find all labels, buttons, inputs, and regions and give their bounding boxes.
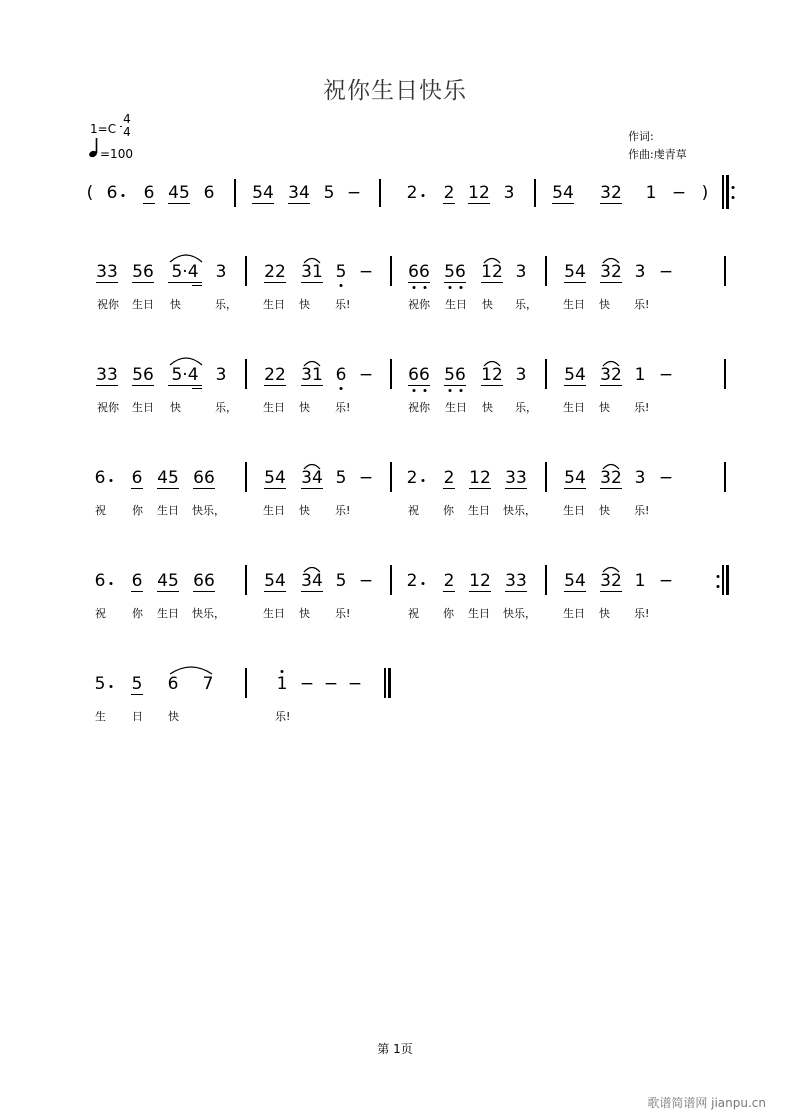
note: 2 [443, 468, 455, 488]
barline [724, 359, 726, 389]
octave-dot [449, 286, 452, 289]
octave-dot [424, 286, 427, 289]
lyric: 乐! [335, 298, 351, 311]
lyric: 生日 [563, 401, 585, 414]
note: 5 [131, 674, 143, 694]
note: 6 [167, 674, 179, 694]
barline [234, 179, 236, 207]
underline [143, 203, 155, 204]
note-group: 66 [408, 262, 430, 282]
lyric: 乐! [634, 401, 650, 414]
lyric: 快乐， [192, 504, 225, 517]
repeat-start-thin [722, 175, 724, 209]
note-group: 54 [564, 571, 586, 591]
barline [390, 462, 392, 492]
repeat-dot [717, 585, 720, 588]
final-bar-thick [388, 668, 391, 698]
composer-credit: 作曲:虔青草 [628, 148, 687, 161]
note-group: 34 [301, 571, 323, 591]
lyric: 乐， [215, 401, 237, 414]
lyric: 快乐， [192, 607, 225, 620]
note-group: 45 [157, 571, 179, 591]
lyric: 你 [443, 504, 454, 517]
octave-dot [340, 284, 343, 287]
page-title: 祝你生日快乐 [323, 78, 467, 104]
note-group: 12 [481, 262, 503, 282]
note: 1 [634, 365, 646, 385]
note: 6 [94, 468, 106, 488]
note-group: 66 [408, 365, 430, 385]
underline [600, 282, 622, 283]
lyric: 祝你 [408, 401, 430, 414]
note: 3 [515, 365, 527, 385]
note: 1 [276, 674, 288, 694]
lyric: 祝你 [97, 401, 119, 414]
final-bar-thin [384, 668, 386, 698]
underline [444, 385, 466, 386]
tempo-marking: =100 [100, 147, 133, 161]
lyric: 生日 [468, 504, 490, 517]
underline [600, 591, 622, 592]
underline [301, 385, 323, 386]
lyric: 快 [170, 401, 181, 414]
repeat-dot [732, 196, 735, 199]
note-group: 54 [564, 468, 586, 488]
augmentation-dot [110, 582, 113, 585]
underline [132, 282, 154, 283]
dash: − [299, 674, 315, 694]
barline [724, 462, 726, 492]
lyric: 快乐， [503, 607, 536, 620]
note-group: 12 [468, 183, 490, 203]
note-group: 22 [264, 262, 286, 282]
octave-dot-high [281, 670, 284, 673]
barline [545, 256, 547, 286]
note-group: 34 [301, 468, 323, 488]
lyric: 生日 [157, 607, 179, 620]
underline [96, 385, 118, 386]
lyric: 生日 [263, 607, 285, 620]
note: 5 [335, 468, 347, 488]
repeat-start-thick [726, 175, 729, 209]
underline [564, 488, 586, 489]
underline [131, 488, 143, 489]
lyric: 祝 [408, 607, 419, 620]
underline [157, 488, 179, 489]
note-group: 33 [505, 468, 527, 488]
underline [444, 282, 466, 283]
barline [545, 462, 547, 492]
underline [481, 385, 503, 386]
lyric: 快 [599, 298, 610, 311]
repeat-dot [732, 186, 735, 189]
barline [545, 359, 547, 389]
lyricist-credit: 作词: [628, 130, 654, 143]
barline [245, 256, 247, 286]
note-group: 32 [600, 571, 622, 591]
underline [552, 203, 574, 204]
augmentation-dot [110, 685, 113, 688]
underline [131, 694, 143, 695]
lyric: 乐! [634, 298, 650, 311]
note-group: 32 [600, 262, 622, 282]
underline [505, 591, 527, 592]
lyric: 快 [299, 504, 310, 517]
lyric: 快 [599, 504, 610, 517]
underline [564, 282, 586, 283]
underline [264, 591, 286, 592]
underline-double [192, 285, 202, 286]
page-number: 第 1页 [377, 1042, 413, 1056]
underline [564, 385, 586, 386]
watermark: 歌谱简谱网 jianpu.cn [647, 1096, 766, 1110]
barline [390, 565, 392, 595]
note-group: 45 [157, 468, 179, 488]
repeat-end-thin [722, 565, 724, 595]
lyric: 生日 [132, 401, 154, 414]
augmentation-dot [110, 479, 113, 482]
octave-dot [413, 286, 416, 289]
lyrics-line-4 [0, 607, 790, 623]
underline [264, 282, 286, 283]
lyric: 生日 [132, 298, 154, 311]
underline [469, 591, 491, 592]
note: 5 [335, 571, 347, 591]
key-signature: 1=C [90, 122, 117, 136]
underline [505, 488, 527, 489]
note-group: 22 [264, 365, 286, 385]
lyric: 你 [132, 504, 143, 517]
lyric: 快乐， [503, 504, 536, 517]
lyric: 快 [299, 298, 310, 311]
lyric: 生日 [563, 504, 585, 517]
barline [545, 565, 547, 595]
lyric: 快 [482, 298, 493, 311]
note-group: 5·4 [171, 365, 199, 385]
underline [408, 282, 430, 283]
note: 2 [443, 571, 455, 591]
note: 6 [203, 183, 215, 203]
lyric: 乐， [215, 298, 237, 311]
barline [534, 179, 536, 207]
lyric: 生日 [445, 401, 467, 414]
note: 3 [634, 468, 646, 488]
lyric: 祝 [95, 504, 106, 517]
repeat-end-thick [726, 565, 729, 595]
note-group: 56 [132, 262, 154, 282]
augmentation-dot [122, 194, 125, 197]
lyric: 乐! [335, 607, 351, 620]
note-group: 32 [600, 365, 622, 385]
underline [600, 385, 622, 386]
time-signature [120, 113, 134, 139]
dash: − [658, 262, 674, 282]
underline [468, 203, 490, 204]
note: 7 [202, 674, 214, 694]
lyric: 你 [443, 607, 454, 620]
dash: − [347, 674, 363, 694]
octave-dot [340, 387, 343, 390]
intro-line [0, 183, 790, 243]
note: 2 [406, 571, 418, 591]
lyric: 生 [95, 710, 106, 723]
note: 5 [335, 262, 347, 282]
underline-double [192, 388, 202, 389]
lyric: 快 [170, 298, 181, 311]
repeat-dot [717, 575, 720, 578]
note-group: 31 [301, 262, 323, 282]
lyric: 生日 [563, 298, 585, 311]
barline [245, 359, 247, 389]
lyric: 快 [599, 607, 610, 620]
octave-dot [413, 389, 416, 392]
underline [301, 591, 323, 592]
lyric: 快 [299, 401, 310, 414]
lyric: 生日 [157, 504, 179, 517]
note: 6 [94, 571, 106, 591]
underline [600, 488, 622, 489]
underline [96, 282, 118, 283]
time-sig-bottom: 4 [123, 125, 131, 139]
augmentation-dot [422, 582, 425, 585]
underline [193, 591, 215, 592]
note-group: 33 [96, 365, 118, 385]
underline [481, 282, 503, 283]
note-group: 33 [505, 571, 527, 591]
note: 6 [143, 183, 155, 203]
note: 5 [94, 674, 106, 694]
lyric: 快 [299, 607, 310, 620]
time-sig-top: 4 [123, 112, 131, 126]
note-group: 66 [193, 468, 215, 488]
note: 6 [131, 571, 143, 591]
dash: − [658, 571, 674, 591]
note-group: 12 [469, 571, 491, 591]
lyric: 乐， [515, 298, 537, 311]
underline [168, 203, 190, 204]
underline [264, 488, 286, 489]
lyric: 乐， [515, 401, 537, 414]
note: 2 [406, 183, 418, 203]
underline [288, 203, 310, 204]
underline [469, 488, 491, 489]
dash: − [671, 183, 687, 203]
lyric: 祝 [95, 607, 106, 620]
octave-dot [449, 389, 452, 392]
note-group: 12 [469, 468, 491, 488]
octave-dot [424, 389, 427, 392]
underline [564, 591, 586, 592]
underline [168, 282, 202, 283]
lyric: 乐! [335, 504, 351, 517]
dash: − [358, 262, 374, 282]
lyrics-line-1 [0, 298, 790, 314]
lyric: 快 [599, 401, 610, 414]
note-group: 45 [168, 183, 190, 203]
note-group: 54 [264, 468, 286, 488]
barline [390, 359, 392, 389]
lyric: 祝你 [97, 298, 119, 311]
lyric: 生日 [445, 298, 467, 311]
underline [408, 385, 430, 386]
dash: − [658, 468, 674, 488]
note: 6 [335, 365, 347, 385]
underline [193, 488, 215, 489]
time-sig-line [120, 126, 122, 127]
note-group: 34 [288, 183, 310, 203]
augmentation-dot [422, 479, 425, 482]
note: 3 [503, 183, 515, 203]
note-group: 54 [552, 183, 574, 203]
note-group: 56 [444, 365, 466, 385]
note: 3 [634, 262, 646, 282]
underline [168, 385, 202, 386]
dash: − [323, 674, 339, 694]
octave-dot [460, 286, 463, 289]
dash: − [358, 365, 374, 385]
lyric: 乐! [275, 710, 291, 723]
barline [390, 256, 392, 286]
lyric: 乐! [634, 504, 650, 517]
intro-open-paren: ( [86, 183, 94, 203]
barline [245, 462, 247, 492]
underline [264, 385, 286, 386]
note-group: 54 [252, 183, 274, 203]
underline [132, 385, 154, 386]
underline [443, 591, 455, 592]
note: 1 [634, 571, 646, 591]
note-group: 5·4 [171, 262, 199, 282]
lyric: 乐! [634, 607, 650, 620]
underline [443, 488, 455, 489]
note: 5 [323, 183, 335, 203]
lyric: 生日 [263, 504, 285, 517]
note-group: 31 [301, 365, 323, 385]
underline [600, 203, 622, 204]
dash: − [358, 468, 374, 488]
note: 3 [515, 262, 527, 282]
note-group: 56 [132, 365, 154, 385]
note-group: 56 [444, 262, 466, 282]
barline [245, 565, 247, 595]
lyric: 生日 [263, 298, 285, 311]
barline [724, 256, 726, 286]
underline [157, 591, 179, 592]
lyric: 生日 [563, 607, 585, 620]
barline [379, 179, 381, 207]
dash: − [358, 571, 374, 591]
lyric: 快 [482, 401, 493, 414]
note: 1 [645, 183, 657, 203]
underline [443, 203, 455, 204]
augmentation-dot [422, 194, 425, 197]
lyrics-line-3 [0, 504, 790, 520]
note: 2 [443, 183, 455, 203]
note: 3 [215, 262, 227, 282]
note-group: 32 [600, 468, 622, 488]
lyric: 祝 [408, 504, 419, 517]
note: 6 [131, 468, 143, 488]
note-group: 33 [96, 262, 118, 282]
lyric: 生日 [263, 401, 285, 414]
note-group: 12 [481, 365, 503, 385]
lyric: 日 [132, 710, 143, 723]
note-group: 54 [564, 365, 586, 385]
lyrics-line-2 [0, 401, 790, 417]
lyric: 祝你 [408, 298, 430, 311]
lyric: 乐! [335, 401, 351, 414]
underline [301, 488, 323, 489]
octave-dot [460, 389, 463, 392]
underline [301, 282, 323, 283]
lyric: 快 [168, 710, 179, 723]
underline [252, 203, 274, 204]
intro-close-paren: ) [701, 183, 709, 203]
lyric: 你 [132, 607, 143, 620]
dash: − [658, 365, 674, 385]
barline [245, 668, 247, 698]
note: 2 [406, 468, 418, 488]
lyrics-line-5 [0, 710, 790, 726]
note-group: 66 [193, 571, 215, 591]
lyric: 生日 [468, 607, 490, 620]
underline [131, 591, 143, 592]
note: 6 [106, 183, 118, 203]
note-group: 54 [564, 262, 586, 282]
dash: − [346, 183, 362, 203]
note: 3 [215, 365, 227, 385]
note-group: 54 [264, 571, 286, 591]
note-group: 32 [600, 183, 622, 203]
